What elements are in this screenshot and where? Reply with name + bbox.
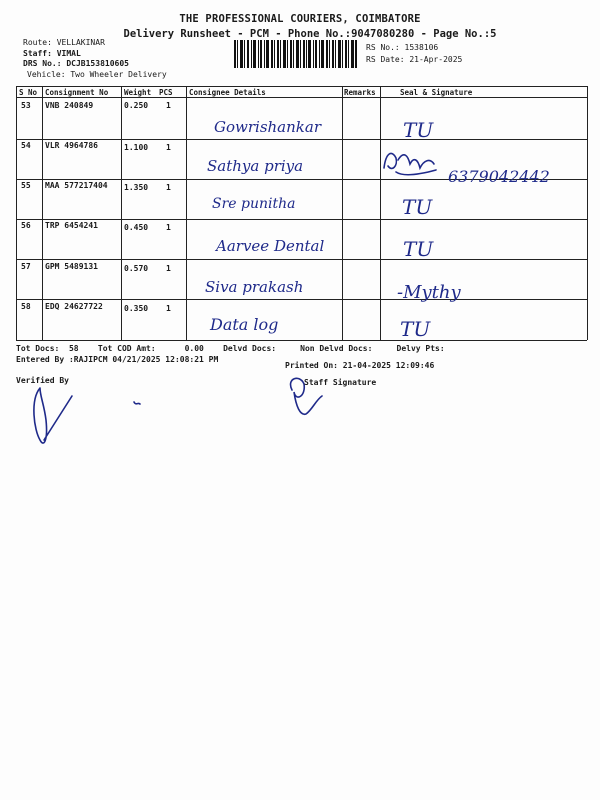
row-weight: 1.100	[124, 143, 149, 152]
rs-date-text: RS Date: 21-Apr-2025	[366, 55, 463, 64]
row-weight: 0.570	[124, 264, 149, 273]
signature-scribble	[384, 153, 436, 174]
handwritten-signature: TU	[403, 237, 434, 261]
row-sno: 55	[21, 181, 31, 190]
rs-no-text: RS No.: 1538106	[366, 43, 439, 52]
header-seal-signature: Seal & Signature	[400, 88, 473, 97]
row-sno: 58	[21, 302, 31, 311]
row-pcs: 1	[166, 183, 171, 192]
handwritten-consignee: Sre punitha	[212, 196, 296, 212]
handwritten-consignee: Sathya priya	[207, 157, 304, 175]
header-sno: S No	[19, 88, 38, 97]
entered-by-line: Entered By :RAJIPCM 04/21/2025 12:08:21 PM	[16, 355, 219, 364]
handwritten-signature: TU	[400, 317, 431, 341]
handwritten-consignee: Aarvee Dental	[216, 237, 325, 255]
handwritten-signature: TU	[402, 195, 433, 219]
row-consignment: GPM 5489131	[45, 262, 98, 271]
handwritten-signature: TU	[403, 118, 434, 142]
totals-line: Tot Docs: 58 Tot COD Amt: 0.00 Delvd Docs: Non Delvd Docs: Delvy Pts:	[16, 344, 445, 353]
handwritten-consignee: Data log	[210, 315, 279, 334]
row-weight: 0.250	[124, 101, 149, 110]
verified-by-label: Verified By	[16, 376, 69, 385]
vehicle-text: Vehicle: Two Wheeler Delivery	[27, 69, 167, 79]
row-weight: 1.350	[124, 183, 149, 192]
row-pcs: 1	[166, 264, 171, 273]
row-sno: 56	[21, 221, 31, 230]
row-consignment: VNB 240849	[45, 101, 94, 110]
handwritten-signature: 6379042442	[448, 167, 550, 186]
drs-text: DRS No.: DCJB153810605	[23, 59, 129, 68]
header-consignee: Consignee Details	[189, 88, 266, 97]
row-sno: 53	[21, 101, 31, 110]
handwritten-consignee: Gowrishankar	[214, 118, 321, 136]
header-remarks: Remarks	[344, 88, 376, 97]
row-consignment: TRP 6454241	[45, 221, 98, 230]
row-pcs: 1	[166, 143, 171, 152]
staff-signature-label: Staff Signature	[304, 378, 377, 387]
row-consignment: MAA 577217404	[45, 181, 108, 190]
route-text: Route: VELLAKINAR	[23, 38, 105, 47]
header-weight: Weight	[124, 88, 152, 97]
staff-text: Staff: VIMAL	[23, 48, 81, 58]
row-pcs: 1	[166, 304, 171, 313]
row-weight: 0.450	[124, 223, 149, 232]
row-consignment: VLR 4964786	[45, 141, 98, 150]
runsheet-subtitle-text: Delivery Runsheet - PCM - Phone No.:9047080280 - Page No.:5	[123, 28, 497, 40]
printed-on-line: Printed On: 21-04-2025 12:09:46	[285, 361, 435, 370]
header-consignment: Consignment No	[45, 88, 109, 97]
row-sno: 54	[21, 141, 31, 150]
row-consignment: EDQ 24627722	[45, 302, 103, 311]
row-weight: 0.350	[124, 304, 149, 313]
company-title: THE PROFESSIONAL COURIERS, COIMBATORE	[179, 13, 421, 25]
row-pcs: 1	[166, 101, 171, 110]
verified-by-signature	[34, 388, 72, 443]
row-sno: 57	[21, 262, 31, 271]
verified-mark-dot	[134, 402, 140, 404]
handwritten-signature: -Mythy	[397, 282, 461, 303]
header-pcs: PCS	[159, 88, 173, 97]
row-pcs: 1	[166, 223, 171, 232]
handwritten-consignee: Siva prakash	[205, 278, 304, 296]
